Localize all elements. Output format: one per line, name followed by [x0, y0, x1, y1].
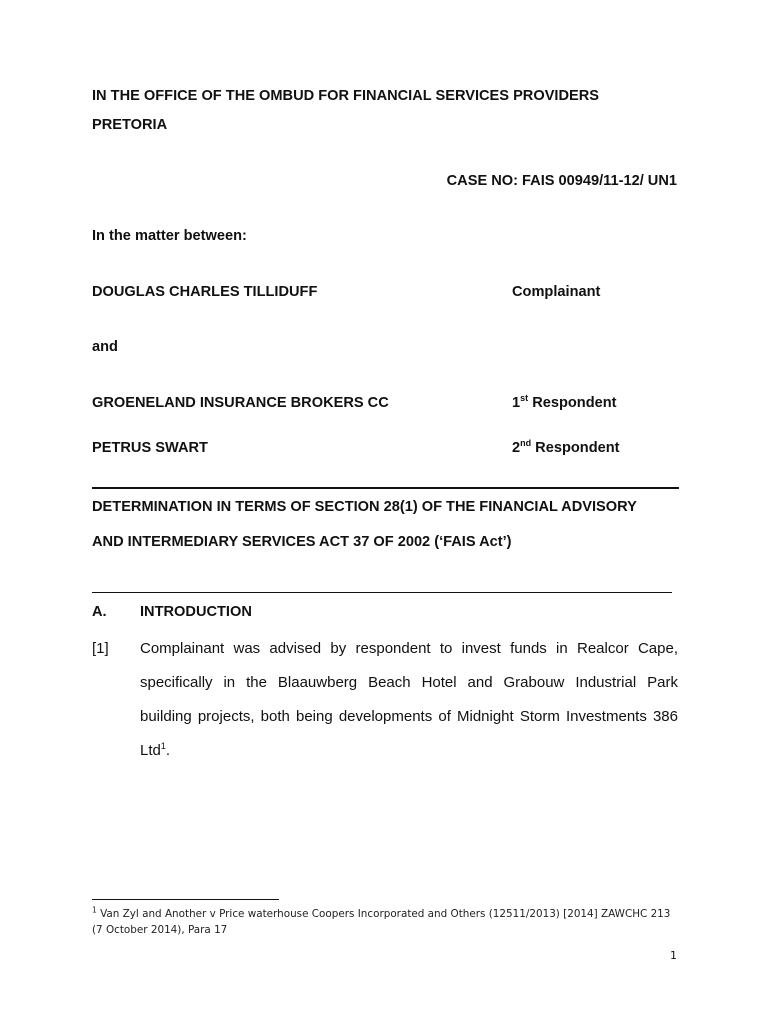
footnote-text: Van Zyl and Another v Price waterhouse Coopers Incorporated and Others (12511/2013) [2014] ZAWCHC 213 (7 October 2014), Para 17: [92, 908, 671, 936]
determination-line-1: DETERMINATION IN TERMS OF SECTION 28(1) OF THE FINANCIAL ADVISORY: [92, 499, 637, 515]
office-heading: IN THE OFFICE OF THE OMBUD FOR FINANCIAL SERVICES PROVIDERS: [92, 88, 600, 104]
section-letter: A.: [92, 604, 107, 620]
respondent1-name: GROENELAND INSURANCE BROKERS CC: [92, 395, 389, 411]
footnote-number: 1: [92, 905, 97, 915]
respondent1-ordinal: st: [520, 393, 529, 404]
paragraph-line-4: Ltd$^1$.: [140, 741, 171, 759]
respondent1-role: 1st Respondent: [512, 393, 617, 411]
divider-thin: [92, 592, 672, 593]
city-heading: PRETORIA: [92, 117, 168, 133]
case-number: CASE NO: FAIS 00949/11-12/ UN1: [446, 173, 677, 189]
paragraph-number: [1]: [92, 640, 109, 657]
page-number: 1: [670, 949, 677, 962]
determination-line-2: AND INTERMEDIARY SERVICES ACT 37 OF 2002 (‘FAIS Act’): [92, 534, 512, 550]
paragraph-line-2: specifically in the Blaauwberg Beach Hotel and Grabouw Industrial Park: [140, 674, 678, 691]
paragraph-line-1: Complainant was advised by respondent to invest funds in Realcor Cape,: [140, 640, 678, 657]
paragraph-line-3: building projects, both being developments of Midnight Storm Investments 386: [140, 708, 678, 725]
and-connector: and: [92, 339, 118, 355]
respondent2-role: 2nd Respondent: [512, 438, 620, 456]
complainant-role: Complainant: [512, 284, 601, 300]
respondent2-ordinal: nd: [520, 438, 532, 449]
respondent2-name: PETRUS SWART: [92, 440, 208, 456]
footnote-reference[interactable]: 1: [160, 741, 166, 751]
footnote: [92, 906, 682, 938]
matter-intro: In the matter between:: [92, 228, 247, 244]
section-title: INTRODUCTION: [140, 604, 252, 620]
footnote-divider: [92, 899, 279, 900]
complainant-name: DOUGLAS CHARLES TILLIDUFF: [92, 284, 318, 300]
divider-thick: [92, 487, 679, 489]
